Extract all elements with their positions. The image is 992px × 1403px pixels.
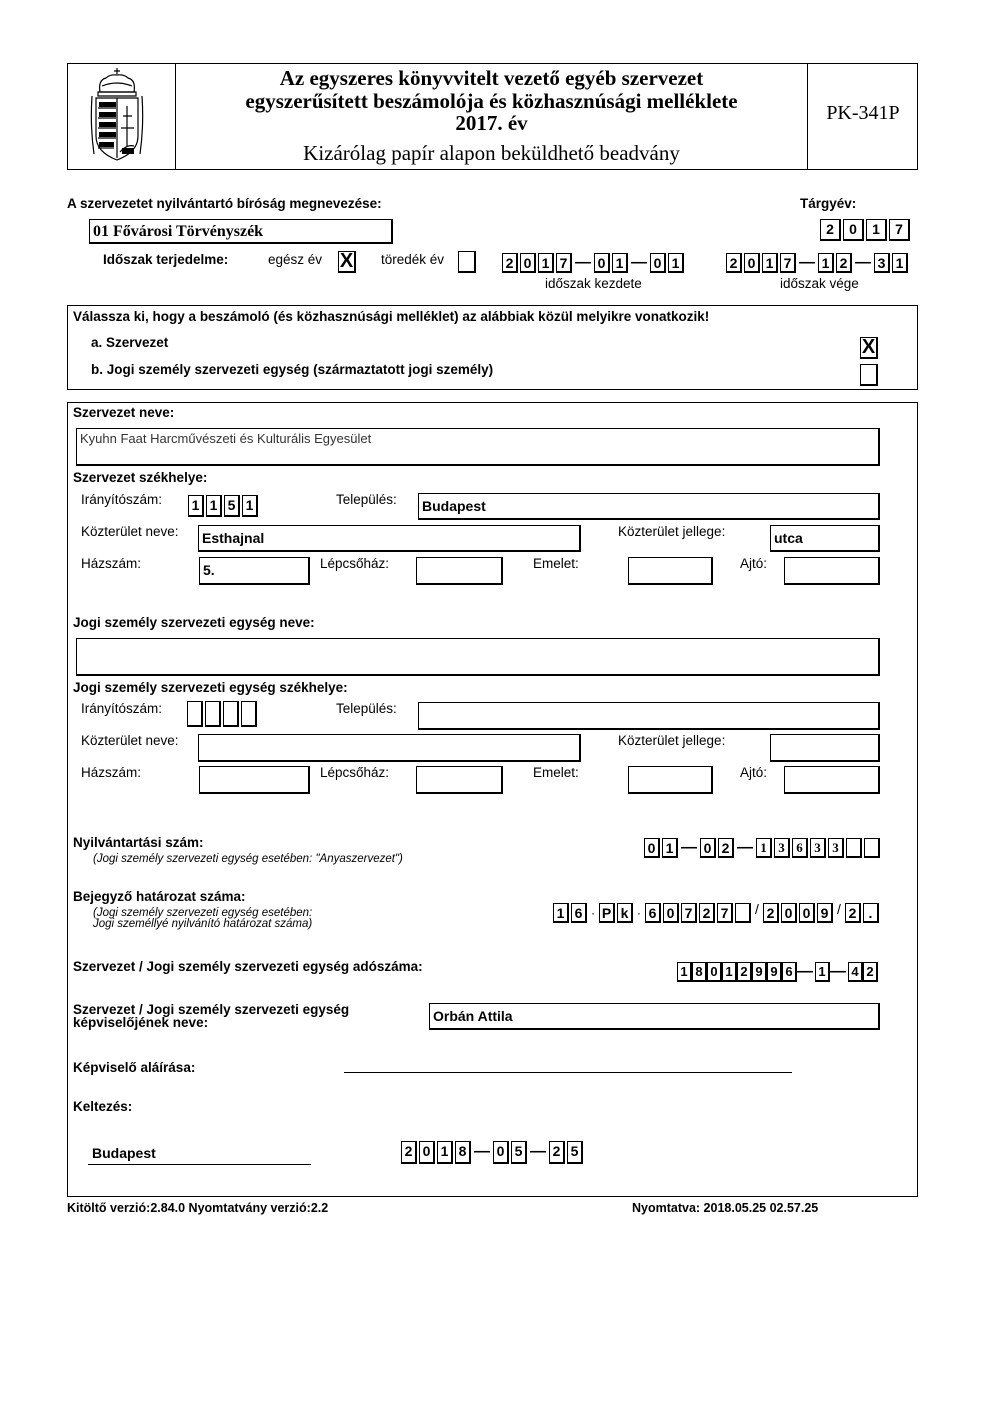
date-dash: — (799, 254, 815, 271)
scope-option-a-label: a. Szervezet (91, 335, 169, 350)
decision-char[interactable]: 6 (645, 903, 661, 923)
coat-of-arms-icon (90, 66, 144, 164)
tax-digit[interactable]: 0 (707, 962, 722, 982)
tax-dash: — (797, 963, 813, 980)
period-end-cells (726, 252, 910, 274)
date-dash: — (631, 254, 647, 271)
unit-stair-field[interactable] (416, 766, 503, 794)
end-year-digit[interactable]: 2 (726, 253, 742, 273)
decision-label: Bejegyző határozat száma: (73, 889, 246, 904)
unit-street-field[interactable] (198, 734, 581, 762)
org-street-field[interactable]: Esthajnal (198, 525, 581, 552)
year-digit[interactable]: 1 (866, 219, 887, 241)
decision-note-line2: Jogi személlyé nyilvánító határozat száma) (93, 918, 313, 930)
org-door-label: Ajtó: (740, 556, 768, 571)
decision-note-line1: (Jogi személy szervezeti egység esetében: (93, 907, 313, 919)
tax-digit[interactable]: 2 (737, 962, 752, 982)
period-label: Időszak terjedelme: (103, 252, 229, 267)
tax-cells (677, 961, 878, 983)
registry-label: Nyilvántartási szám: (73, 835, 204, 850)
year-digit[interactable]: 7 (889, 219, 910, 241)
form-subtitle: Kizárólag papír alapon beküldhető beadvány (303, 141, 680, 165)
org-stair-field[interactable] (416, 557, 503, 585)
decision-dot: · (637, 906, 641, 920)
partial-year-checkbox[interactable] (458, 251, 476, 273)
decision-char[interactable]: 7 (681, 903, 697, 923)
unit-zip-digit[interactable] (187, 701, 203, 727)
period-start-cells (502, 252, 686, 274)
org-seat-label: Szervezet székhelye: (73, 470, 208, 485)
scope-option-b-label: b. Jogi személy szervezeti egység (származtatott jogi személy) (91, 362, 494, 377)
org-house-field[interactable]: 5. (199, 557, 310, 585)
tax-digit[interactable]: 6 (782, 962, 797, 982)
decision-char[interactable]: 1 (553, 903, 569, 923)
start-day-digit[interactable]: 1 (668, 253, 684, 273)
end-month-digit[interactable]: 1 (818, 253, 834, 273)
start-year-digit[interactable]: 2 (502, 253, 518, 273)
tax-digit[interactable]: 9 (752, 962, 767, 982)
dated-year-digit[interactable]: 0 (419, 1141, 435, 1164)
start-month-digit[interactable]: 0 (594, 253, 610, 273)
org-zip-digit[interactable]: 5 (224, 495, 240, 517)
start-month-digit[interactable]: 1 (612, 253, 628, 273)
start-year-digit[interactable]: 7 (556, 253, 572, 273)
org-zip-digit[interactable]: 1 (206, 495, 222, 517)
org-street-type-field[interactable]: utca (770, 525, 880, 552)
dated-year-digit[interactable]: 8 (455, 1141, 471, 1164)
unit-zip-digit[interactable] (223, 701, 239, 727)
decision-char[interactable]: P (599, 903, 615, 923)
dated-day-digit[interactable]: 5 (567, 1141, 583, 1164)
form-title-line2: egyszerűsített beszámolója és közhasznúsági melléklete (245, 89, 738, 113)
registry-digit[interactable]: 6 (792, 838, 808, 858)
date-dash: — (474, 1143, 490, 1160)
unit-floor-label: Emelet: (533, 765, 579, 780)
tax-digit[interactable]: 2 (863, 962, 878, 982)
org-city-field[interactable]: Budapest (418, 493, 880, 520)
representative-label-line1: Szervezet / Jogi személy szervezeti egység (73, 1002, 350, 1017)
org-zip-digit[interactable]: 1 (242, 495, 258, 517)
decision-char[interactable]: 0 (799, 903, 815, 923)
end-day-digit[interactable]: 1 (892, 253, 908, 273)
org-zip-cells (188, 495, 260, 517)
decision-slash: / (755, 901, 759, 917)
registry-note: (Jogi személy szervezeti egység esetében: "Anyaszervezet") (93, 853, 403, 865)
org-name-field[interactable]: Kyuhn Faat Harcművészeti és Kulturális Egyesület (76, 428, 880, 466)
registry-digit[interactable]: 1 (662, 838, 678, 858)
date-dash: — (855, 254, 871, 271)
period-end-caption: időszak vége (780, 276, 859, 291)
dated-year-digit[interactable]: 2 (401, 1141, 417, 1164)
registry-digit[interactable]: 3 (810, 838, 826, 858)
form-title-line1: Az egyszeres könyvvitelt vezető egyéb szervezet (279, 66, 704, 90)
end-day-digit[interactable]: 3 (874, 253, 890, 273)
decision-slash: / (837, 901, 841, 917)
unit-zip-label: Irányítószám: (81, 701, 163, 716)
whole-year-label: egész év (268, 252, 323, 267)
signature-label: Képviselő aláírása: (73, 1060, 196, 1075)
decision-char[interactable]: 7 (717, 903, 733, 923)
registry-digit[interactable]: 1 (756, 838, 772, 858)
tax-digit[interactable]: 1 (677, 962, 692, 982)
registry-dash: — (681, 839, 697, 856)
footer-printed: Nyomtatva: 2018.05.25 02.57.25 (632, 1201, 819, 1215)
year-digit[interactable]: 0 (843, 219, 864, 241)
org-door-field[interactable] (784, 557, 880, 585)
scope-option-b-checkbox[interactable] (860, 364, 878, 386)
org-zip-label: Irányítószám: (81, 492, 163, 507)
tax-dash: — (830, 963, 846, 980)
decision-char[interactable] (735, 903, 751, 923)
whole-year-checkbox[interactable]: X (338, 251, 356, 273)
end-year-digit[interactable]: 1 (762, 253, 778, 273)
unit-street-type-field[interactable] (770, 734, 880, 762)
signature-line[interactable] (344, 1072, 792, 1073)
form-code: PK-341P (826, 102, 900, 124)
decision-dot: · (591, 906, 595, 920)
decision-char[interactable]: 0 (781, 903, 797, 923)
dated-month-digit[interactable]: 0 (493, 1141, 509, 1164)
unit-stair-label: Lépcsőház: (320, 765, 390, 780)
decision-cells (553, 902, 881, 924)
tax-digit[interactable]: 8 (692, 962, 707, 982)
unit-name-label: Jogi személy szervezeti egység neve: (73, 615, 315, 630)
org-floor-label: Emelet: (533, 556, 579, 571)
registry-dash: — (737, 839, 753, 856)
unit-name-field[interactable] (76, 638, 880, 676)
court-label: A szervezetet nyilvántartó bíróság megnevezése: (67, 196, 382, 211)
org-floor-field[interactable] (628, 557, 713, 585)
unit-zip-digit[interactable] (205, 701, 221, 727)
dated-place-underline (88, 1164, 311, 1165)
decision-char[interactable]: 6 (571, 903, 587, 923)
org-zip-digit[interactable]: 1 (188, 495, 204, 517)
registry-digit[interactable]: 0 (700, 838, 716, 858)
org-house-label: Házszám: (81, 556, 142, 571)
org-street-label: Közterület neve: (81, 524, 179, 539)
decision-char[interactable]: k (617, 903, 633, 923)
form-title-line3: 2017. év (455, 111, 528, 135)
decision-char[interactable]: 9 (817, 903, 833, 923)
unit-door-label: Ajtó: (740, 765, 768, 780)
tax-digit[interactable]: 4 (848, 962, 863, 982)
main-box (67, 402, 918, 1197)
date-dash: — (575, 254, 591, 271)
unit-house-field[interactable] (199, 766, 310, 794)
representative-label-line2: képviselőjének neve: (73, 1015, 209, 1030)
date-dash: — (530, 1143, 546, 1160)
dated-year-digit[interactable]: 1 (437, 1141, 453, 1164)
year-digit[interactable]: 2 (820, 219, 841, 241)
org-stair-label: Lépcsőház: (320, 556, 390, 571)
unit-city-field[interactable] (418, 702, 880, 730)
unit-street-label: Közterület neve: (81, 733, 179, 748)
registry-digit[interactable]: 0 (644, 838, 660, 858)
dated-month-digit[interactable]: 5 (511, 1141, 527, 1164)
unit-zip-digit[interactable] (241, 701, 257, 727)
dated-day-digit[interactable]: 2 (549, 1141, 565, 1164)
end-year-digit[interactable]: 7 (780, 253, 796, 273)
tax-digit[interactable]: 9 (767, 962, 782, 982)
start-year-digit[interactable]: 1 (538, 253, 554, 273)
decision-char[interactable]: 2 (699, 903, 715, 923)
unit-seat-label: Jogi személy szervezeti egység székhelye: (73, 680, 348, 695)
registry-cells (644, 837, 882, 859)
decision-char[interactable]: 2 (763, 903, 779, 923)
tax-label: Szervezet / Jogi személy szervezeti egység adószáma: (73, 959, 423, 974)
tax-digit[interactable]: 1 (815, 962, 830, 982)
dated-place[interactable]: Budapest (92, 1145, 156, 1161)
dated-date-cells (401, 1141, 585, 1163)
registry-digit[interactable]: 2 (718, 838, 734, 858)
unit-city-label: Település: (336, 701, 397, 716)
scope-option-a-checkbox[interactable]: X (860, 337, 878, 359)
end-year-digit[interactable]: 0 (744, 253, 760, 273)
scope-question: Válassza ki, hogy a beszámoló (és közhasznúsági melléklet) az alábbiak közül melyikre vonatkozik! (73, 309, 710, 324)
court-field[interactable]: 01 Fővárosi Törvényszék (89, 219, 393, 244)
tax-digit[interactable]: 1 (722, 962, 737, 982)
start-year-digit[interactable]: 0 (520, 253, 536, 273)
org-name-label: Szervezet neve: (73, 405, 175, 420)
unit-door-field[interactable] (784, 766, 880, 794)
unit-zip-cells (187, 703, 259, 725)
footer-version: Kitöltő verzió:2.84.0 Nyomtatvány verzió:2.2 (67, 1201, 329, 1215)
start-day-digit[interactable]: 0 (650, 253, 666, 273)
dated-label: Keltezés: (73, 1099, 133, 1114)
year-label: Tárgyév: (800, 196, 857, 211)
representative-name-field[interactable]: Orbán Attila (429, 1003, 880, 1030)
unit-floor-field[interactable] (628, 766, 713, 794)
registry-digit[interactable] (846, 838, 862, 858)
partial-year-label: töredék év (381, 252, 445, 267)
decision-char[interactable]: 0 (663, 903, 679, 923)
org-city-label: Település: (336, 492, 397, 507)
org-street-type-label: Közterület jellege: (618, 524, 726, 539)
registry-digit[interactable] (864, 838, 880, 858)
unit-street-type-label: Közterület jellege: (618, 733, 726, 748)
period-start-caption: időszak kezdete (545, 276, 642, 291)
year-cells (820, 219, 912, 241)
end-month-digit[interactable]: 2 (836, 253, 852, 273)
registry-digit[interactable]: 3 (828, 838, 844, 858)
decision-char[interactable]: 2 (845, 903, 861, 923)
registry-digit[interactable]: 3 (774, 838, 790, 858)
decision-char[interactable]: . (863, 903, 879, 923)
unit-house-label: Házszám: (81, 765, 142, 780)
